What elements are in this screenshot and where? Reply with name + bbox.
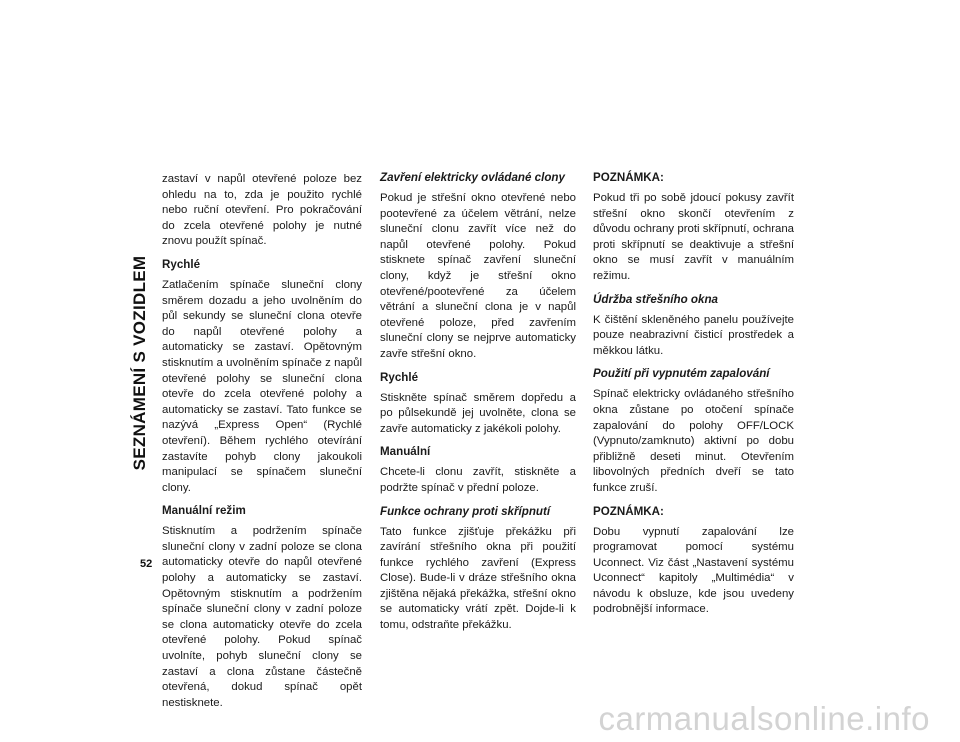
- note-text-1: Pokud tři po sobě jdoucí pokusy zavřít střešní okno skončí otevřením z důvodu ochrany proti skřípnutí, ochrana proti skřípnutí se deaktivuje a střešní okno se musí zavřít v manuálním režimu.: [593, 192, 794, 282]
- paragraph-rychle-close: Stiskněte spínač směrem dopředu a po půlsekundě jej uvolněte, clona se zavře automaticky z jakékoli polohy.: [380, 391, 576, 435]
- heading-rychle: Rychlé: [162, 257, 201, 271]
- heading-pinch-protection: Funkce ochrany proti skřípnutí: [380, 504, 551, 518]
- paragraph-close-shade: Pokud je střešní okno otevřené nebo pootevřené za účelem větrání, nelze sluneční clonu zavřít více než do napůl otevřené polohy. Pokud stisknete spínač zavření sluneční clony, když je střešní okno otevřené/pootevřené za účelem větrání a sluneční clona je v napůl otevřené poloze, před zavřením sluneční clony se nejprve automaticky zavře střešní okno.: [380, 192, 576, 360]
- column-2: [380, 170, 576, 641]
- column-3: [593, 170, 794, 625]
- chapter-title-text: SEZNÁMENÍ S VOZIDLEM: [130, 255, 149, 470]
- paragraph-manual-close: Chcete-li clonu zavřít, stiskněte a podržte spínač v přední poloze.: [380, 466, 576, 494]
- watermark: carmanualsonline.info: [598, 700, 930, 737]
- paragraph-pinch-protection: Tato funkce zjišťuje překážku při zavírání střešního okna při použití funkce rychlého zavření (Express Close). Bude-li v dráze střešního okna zjištěna nějaká překážka, střešní okno se automaticky vrátí zpět. Dojde-li k tomu, odstraňte překážku.: [380, 525, 576, 632]
- note-label-2: POZNÁMKA:: [593, 504, 664, 518]
- paragraph-manual-open: Stisknutím a podržením spínače sluneční clony v zadní poloze se clona automaticky otevře do napůl otevřené polohy a automaticky se zastaví. Opětovným stisknutím a podržením spínače sluneční clony v zadní poloze se clona automaticky otevře do zcela otevřené polohy. Pokud spínač uvolníte, pohyb sluneční clony se zastaví a clona zůstane částečně otevřená, dokud spínač opět nestisknete.: [162, 525, 362, 709]
- page-number: 52: [140, 558, 153, 570]
- note-label-1: POZNÁMKA:: [593, 171, 664, 184]
- heading-close-shade: Zavření elektricky ovládané clony: [380, 171, 565, 184]
- chapter-title: [123, 170, 157, 555]
- paragraph-ignition-off: Spínač elektricky ovládaného střešního okna zůstane po otočení spínače zapalování do polohy OFF/LOCK (Vypnuto/zamknuto) aktivní po dobu přibližně deseti minut. Otevřením libovolných předních dveří se tato funkce zruší.: [593, 388, 794, 494]
- heading-manual-close: Manuální: [380, 445, 431, 459]
- column-1: [162, 170, 362, 718]
- paragraph-maintenance: K čištění skleněného panelu používejte pouze neabrazivní čisticí prostředek a měkkou látku.: [593, 313, 794, 357]
- heading-rychle-close: Rychlé: [380, 370, 419, 384]
- note-text-2: Dobu vypnutí zapalování lze programovat pomocí systému Uconnect. Viz část „Nastavení systému Uconnect“ kapitoly „Multimédia“ v návodu k obsluze, kde jsou uvedeny podrobnější informace.: [593, 525, 794, 616]
- paragraph-continuation: zastaví v napůl otevřené poloze bez ohledu na to, zda je použito rychlé nebo ruční otevření. Pro pokračování do zcela otevřené polohy je nutné znovu použít spínač.: [162, 173, 362, 248]
- heading-maintenance: Údržba střešního okna: [593, 292, 718, 306]
- paragraph-rychle-open: Zatlačením spínače sluneční clony směrem dozadu a jeho uvolněním do půl sekundy se sluneční clona otevře do napůl otevřené polohy a automaticky se zastaví. Opětovným stisknutím a uvolněním spínače z napůl otevřené polohy se sluneční clona otevře do zcela otevřené polohy a automaticky se zastaví. Tato funkce se nazývá „Express Open“ (Rychlé otevření). Během rychlého otevírání zastavíte pohyb clony jakoukoli manipulací se spínačem sluneční clony.: [162, 278, 362, 494]
- heading-manual-mode: Manuální režim: [162, 504, 246, 518]
- heading-ignition-off: Použití při vypnutém zapalování: [593, 367, 770, 381]
